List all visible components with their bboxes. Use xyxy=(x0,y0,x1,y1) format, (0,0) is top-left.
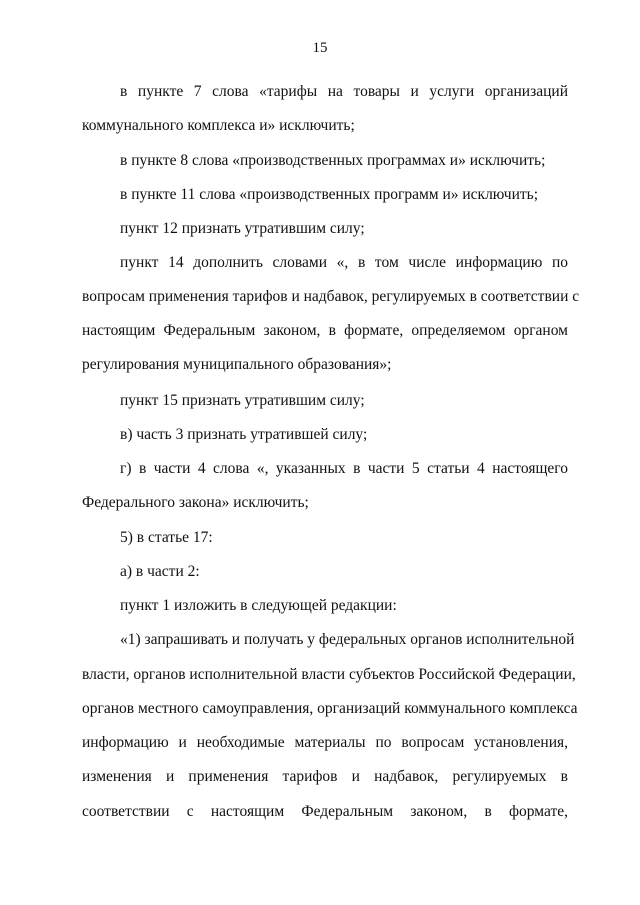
paragraph-line: пункт 12 признать утратившим силу; xyxy=(120,220,365,237)
paragraph-line: а) в части 2: xyxy=(120,563,200,580)
paragraph-line: в пункте 7 слова «тарифы на товары и услуги организаций xyxy=(120,83,568,100)
paragraph-line: в) часть 3 признать утратившей силу; xyxy=(120,426,368,443)
paragraph-line: вопросам применения тарифов и надбавок, регулируемых в соответствии с xyxy=(82,288,580,305)
paragraph-line: 5) в статье 17: xyxy=(120,529,213,546)
paragraph-line: коммунального комплекса и» исключить; xyxy=(82,117,355,134)
paragraph-line: информацию и необходимые материалы по вопросам установления, xyxy=(82,734,568,751)
paragraph-line: власти, органов исполнительной власти субъектов Российской Федерации, xyxy=(82,666,576,683)
paragraph-line: пункт 1 изложить в следующей редакции: xyxy=(120,597,397,614)
paragraph-line: настоящим Федеральным законом, в формате, определяемом органом xyxy=(82,322,568,339)
paragraph-line: пункт 15 признать утратившим силу; xyxy=(120,392,365,409)
paragraph-line: «1) запрашивать и получать у федеральных органов исполнительной xyxy=(120,631,575,648)
paragraph-line: в пункте 8 слова «производственных программах и» исключить; xyxy=(120,152,546,169)
paragraph-line: г) в части 4 слова «, указанных в части 5 статьи 4 настоящего xyxy=(120,460,568,477)
paragraph-line: органов местного самоуправления, организаций коммунального комплекса xyxy=(82,700,578,717)
paragraph-line: Федерального закона» исключить; xyxy=(82,494,309,511)
paragraph-line: соответствии с настоящим Федеральным законом, в формате, xyxy=(82,803,568,820)
paragraph-line: пункт 14 дополнить словами «, в том числе информацию по xyxy=(120,254,568,271)
paragraph-line: регулирования муниципального образования»; xyxy=(82,356,392,373)
paragraph-line: в пункте 11 слова «производственных программ и» исключить; xyxy=(120,186,539,203)
page-number: 15 xyxy=(312,40,328,56)
paragraph-line: изменения и применения тарифов и надбавок, регулируемых в xyxy=(82,768,568,785)
